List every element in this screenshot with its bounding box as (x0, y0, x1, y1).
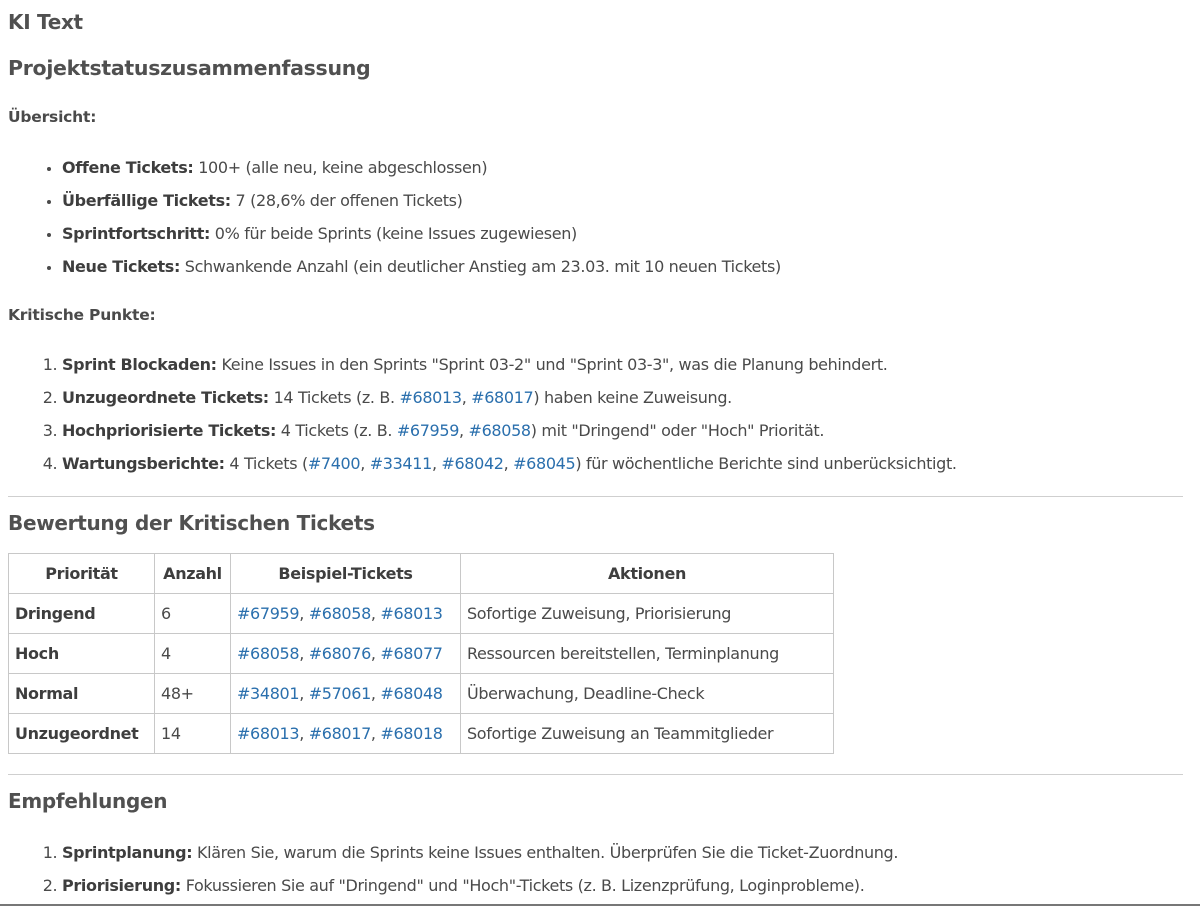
item-text: Schwankende Anzahl (ein deutlicher Anstieg am 23.03. mit 10 neuen Tickets) (180, 257, 781, 276)
priority-cell: Dringend (9, 594, 155, 634)
ticket-link[interactable]: #68077 (380, 644, 443, 663)
column-header: Priorität (9, 554, 155, 594)
recommendations-list (8, 836, 898, 902)
item-text: 100+ (alle neu, keine abgeschlossen) (193, 158, 488, 177)
item-label: Priorisierung: (62, 876, 181, 895)
ticket-link[interactable]: #68058 (468, 421, 531, 440)
ticket-link[interactable]: #67959 (237, 604, 300, 623)
critical-list (8, 348, 957, 480)
ticket-link[interactable]: #68045 (513, 454, 576, 473)
item-text: 0% für beide Sprints (keine Issues zugewiesen) (210, 224, 577, 243)
priority-cell: Hoch (9, 634, 155, 674)
action-cell: Ressourcen bereitstellen, Terminplanung (461, 634, 834, 674)
item-text: 4 Tickets (z. B. (276, 421, 397, 440)
ticket-link[interactable]: #68017 (308, 724, 371, 743)
item-label: Überfällige Tickets: (62, 191, 231, 210)
ticket-link[interactable]: #68013 (399, 388, 462, 407)
table-header-row (9, 554, 834, 594)
column-header: Anzahl (155, 554, 231, 594)
ticket-link[interactable]: #68058 (308, 604, 371, 623)
list-item: 4. Wartungsberichte: 4 Tickets (#7400, #33411, #68042, #68045) für wöchentliche Berichte sind unberücksichtigt. (62, 447, 957, 480)
overview-heading: Übersicht: (8, 108, 97, 126)
list-item (62, 184, 781, 217)
item-text: 14 Tickets (z. B. (268, 388, 400, 407)
item-label: Unzugeordnete Tickets: (62, 388, 269, 407)
count-cell: 48+ (155, 674, 231, 714)
list-item (62, 836, 898, 869)
ticket-link[interactable]: #34801 (237, 684, 300, 703)
divider (8, 496, 1183, 497)
recommendations-heading: Empfehlungen (8, 789, 168, 813)
ticket-link[interactable]: #68042 (441, 454, 504, 473)
item-label: Offene Tickets: (62, 158, 194, 177)
column-header: Beispiel-Tickets (231, 554, 461, 594)
assessment-heading: Bewertung der Kritischen Tickets (8, 511, 375, 535)
item-text: Klären Sie, warum die Sprints keine Issues enthalten. Überprüfen Sie die Ticket-Zuordnung. (192, 843, 899, 862)
ticket-link[interactable]: #68048 (380, 684, 443, 703)
overview-list (8, 151, 781, 283)
table-row (9, 714, 834, 754)
item-label: Sprintfortschritt: (62, 224, 211, 243)
ticket-link[interactable]: #67959 (396, 421, 460, 440)
count-cell: 14 (155, 714, 231, 754)
ticket-link[interactable]: #68017 (471, 388, 534, 407)
item-label: Hochpriorisierte Tickets: (62, 421, 277, 440)
count-cell: 6 (155, 594, 231, 634)
ticket-link[interactable]: #68013 (237, 724, 300, 743)
item-text: 7 (28,6% der offenen Tickets) (230, 191, 463, 210)
item-label: Sprintplanung: (62, 843, 193, 862)
table-row (9, 674, 834, 714)
divider (8, 774, 1183, 775)
item-text: ) mit "Dringend" oder "Hoch" Priorität. (530, 421, 825, 440)
list-item (62, 151, 781, 184)
ticket-link[interactable]: #68013 (380, 604, 443, 623)
item-label: Sprint Blockaden: (62, 355, 217, 374)
action-cell: Überwachung, Deadline-Check (461, 674, 834, 714)
ticket-link[interactable]: #57061 (308, 684, 371, 703)
item-label: Neue Tickets: (62, 257, 181, 276)
priority-cell: Normal (9, 674, 155, 714)
item-text: Fokussieren Sie auf "Dringend" und "Hoch"-Tickets (z. B. Lizenzprüfung, Loginprobleme). (180, 876, 865, 895)
tickets-cell: #34801, #57061, #68048 (231, 674, 461, 714)
document-title: Projektstatuszusammenfassung (8, 56, 371, 80)
critical-heading: Kritische Punkte: (8, 306, 156, 324)
list-item: 3. Hochpriorisierte Tickets: 4 Tickets (z. B. #67959, #68058) mit "Dringend" oder "Hoch" Priorität. (62, 414, 957, 447)
table-row (9, 634, 834, 674)
panel-title: KI Text (8, 10, 83, 34)
ticket-link[interactable]: #68076 (308, 644, 371, 663)
ticket-link[interactable]: #7400 (307, 454, 361, 473)
list-item (62, 348, 957, 381)
column-header: Aktionen (461, 554, 834, 594)
tickets-cell: #68013, #68017, #68018 (231, 714, 461, 754)
table-row (9, 594, 834, 634)
item-text: ) für wöchentliche Berichte sind unberücksichtigt. (575, 454, 957, 473)
list-item: 2. Unzugeordnete Tickets: 14 Tickets (z. B. #68013, #68017) haben keine Zuweisung. (62, 381, 957, 414)
priority-cell: Unzugeordnet (9, 714, 155, 754)
ticket-link[interactable]: #68058 (237, 644, 300, 663)
list-item (62, 250, 781, 283)
tickets-cell: #68058, #68076, #68077 (231, 634, 461, 674)
ticket-link[interactable]: #68018 (380, 724, 443, 743)
list-item (62, 217, 781, 250)
ticket-link[interactable]: #33411 (369, 454, 432, 473)
action-cell: Sofortige Zuweisung, Priorisierung (461, 594, 834, 634)
item-text: ) haben keine Zuweisung. (533, 388, 732, 407)
item-text: Keine Issues in den Sprints "Sprint 03-2" und "Sprint 03-3", was die Planung behindert. (216, 355, 888, 374)
tickets-cell: #67959, #68058, #68013 (231, 594, 461, 634)
count-cell: 4 (155, 634, 231, 674)
list-item (62, 869, 898, 902)
critical-tickets-table (8, 553, 834, 754)
item-label: Wartungsberichte: (62, 454, 225, 473)
item-text: 4 Tickets ( (224, 454, 308, 473)
action-cell: Sofortige Zuweisung an Teammitglieder (461, 714, 834, 754)
